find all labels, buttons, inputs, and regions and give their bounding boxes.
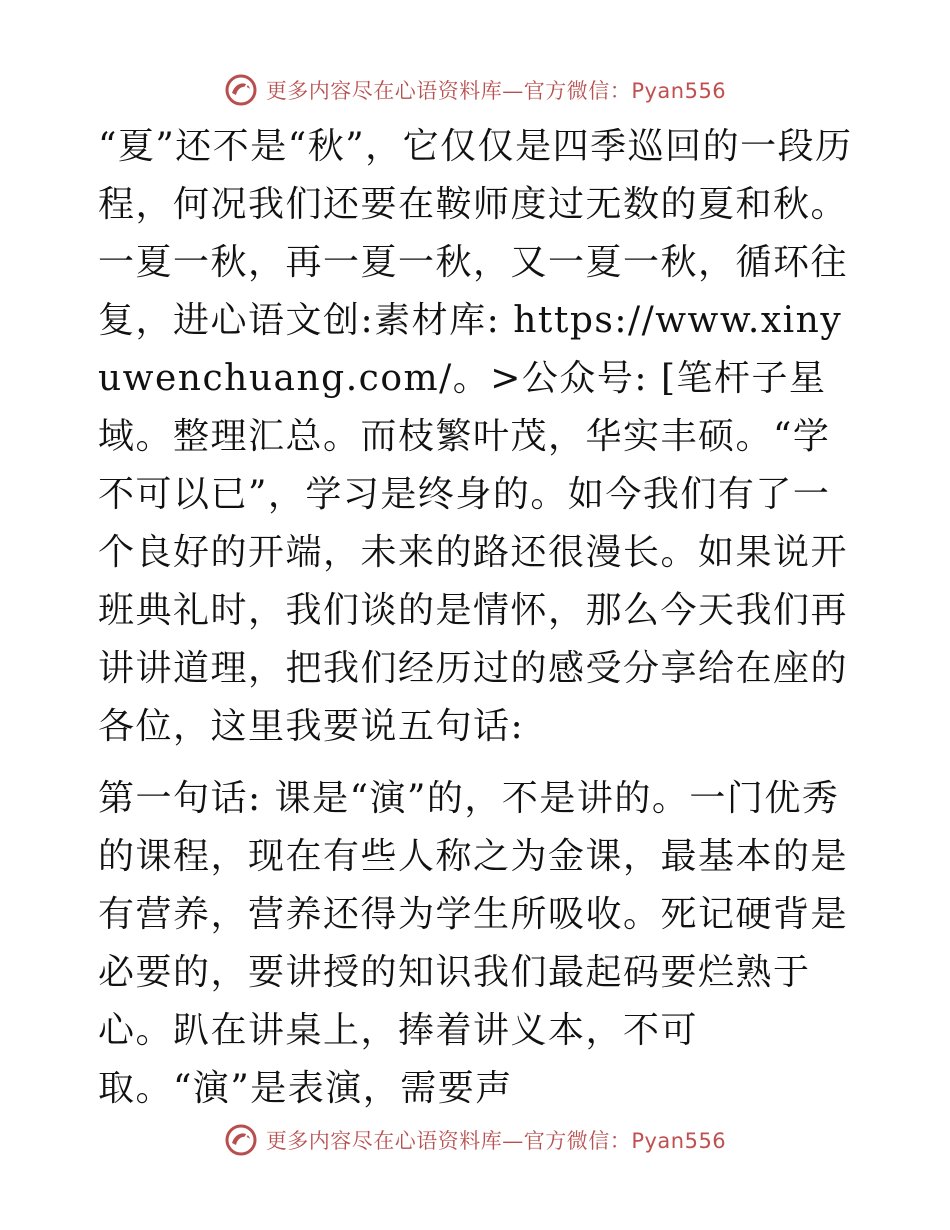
paragraph-2: 第一句话: 课是“演”的，不是讲的。一门优秀的课程，现在有些人称之为金课，最基本的是有营养，营养还得为学生所吸收。死记硬背是必要的，要讲授的知识我们最起码要烂熟于心。趴在讲桌上，捧着讲义本，不可取。“演”是表演，需要声 [98, 778, 849, 1109]
footer-banner-label: 更多内容尽在心语资料库—官方微信： [265, 1129, 632, 1153]
document-body [98, 118, 858, 1118]
header-banner-text [266, 75, 726, 105]
red-swirl-logo-icon [224, 1123, 258, 1157]
footer-banner-text [266, 1125, 726, 1155]
paragraph-1: “夏”还不是“秋”，它仅仅是四季巡回的一段历程，何况我们还要在鞍师度过无数的夏和秋。一夏一秋，再一夏一秋，又一夏一秋，循环往复，进心语文创:素材库: https://www.xinyuwenchuang.com/。>公众号: [笔杆子星域。整理汇总。而枝繁叶茂，华实丰硕。“学不可以已”，学习是终身的。如今我们有了一个良好的开端，未来的路还很漫长。如果说开班典礼时，我们谈的是情怀，那么今天我们再讲讲道理，把我们经历过的感受分享给在座的各位，这里我要说五句话: [98, 126, 853, 747]
header-banner [0, 70, 950, 110]
red-swirl-logo-icon [224, 73, 258, 107]
footer-banner [0, 1120, 950, 1160]
header-wechat-id: Pyan556 [631, 79, 727, 103]
header-banner-label: 更多内容尽在心语资料库—官方微信： [265, 79, 632, 103]
footer-wechat-id: Pyan556 [631, 1129, 727, 1153]
